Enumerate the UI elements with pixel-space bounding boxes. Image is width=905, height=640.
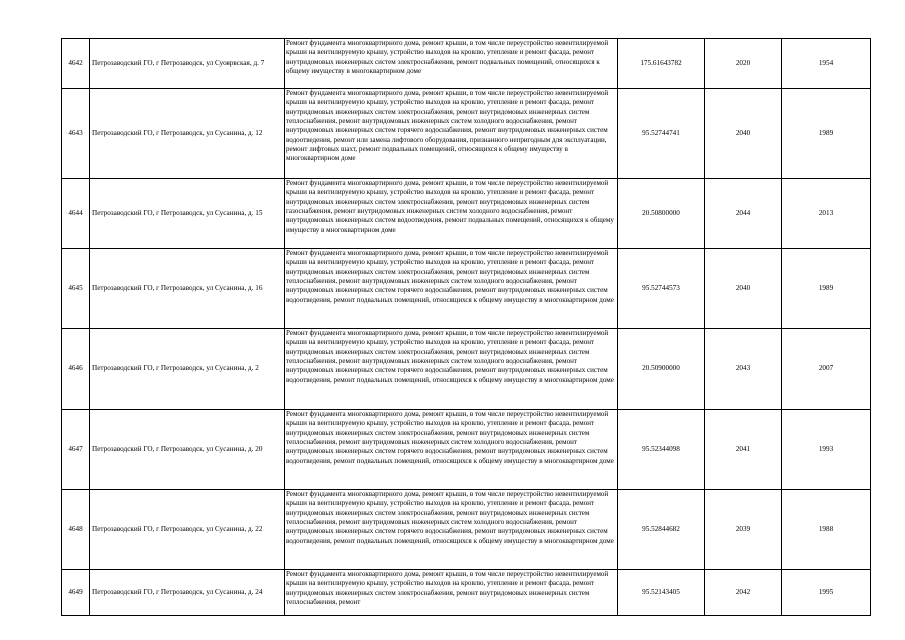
row-cost: 95.52744573 — [618, 249, 705, 329]
row-works — [285, 329, 618, 410]
row-built-year: 1995 — [782, 570, 871, 616]
row-planned-year: 2043 — [705, 329, 782, 410]
row-address: Петрозаводский ГО, г Петрозаводск, ул Сусанина, д. 2 — [90, 329, 285, 410]
row-works — [285, 89, 618, 179]
row-number: 4646 — [62, 329, 90, 410]
row-cost: 95.52143405 — [618, 570, 705, 616]
row-cost: 95.52744741 — [618, 89, 705, 179]
row-works — [285, 570, 618, 616]
row-built-year: 1988 — [782, 490, 871, 570]
table-row — [62, 570, 871, 616]
table-row — [62, 39, 871, 89]
row-works — [285, 490, 618, 570]
table-row — [62, 490, 871, 570]
table-row — [62, 329, 871, 410]
row-address: Петрозаводский ГО, г Петрозаводск, ул Сусанина, д. 22 — [90, 490, 285, 570]
row-cost: 20.50800000 — [618, 179, 705, 249]
row-works-text: Ремонт фундамента многоквартирного дома, ремонт крыши, в том числе переустройство невентилируемой крыши на вентилируемую крышу, устройство выходов на кровлю, утепление и ремонт фасада, ремонт внутридомовых инженерных систем электроснабжения, ремонт внутридомовых инженерных систем теплоснабжения, ремонт внутридомовых инженерных систем холодного водоснабжения, ремонт внутридомовых инженерных систем горячего водоснабжения, ремонт внутридомовых инженерных систем водоотведения, ремонт или замена лифтового оборудования, признанного непригодным для эксплуатации, ремонт лифтовых шахт, ремонт подвальных помещений, относящихся к общему имуществу в многоквартирном доме — [286, 89, 609, 163]
row-planned-year: 2020 — [705, 39, 782, 89]
row-works-text: Ремонт фундамента многоквартирного дома, ремонт крыши, в том числе переустройство невентилируемой крыши на вентилируемую крышу, устройство выходов на кровлю, утепление и ремонт фасада, ремонт внутридомовых инженерных систем электроснабжения, ремонт внутридомовых инженерных систем теплоснабжения, ремонт — [286, 570, 609, 607]
capital-repair-table — [61, 38, 871, 616]
row-number: 4648 — [62, 490, 90, 570]
row-number: 4644 — [62, 179, 90, 249]
row-number: 4642 — [62, 39, 90, 89]
row-address: Петрозаводский ГО, г Петрозаводск, ул Сусанина, д. 12 — [90, 89, 285, 179]
row-works — [285, 179, 618, 249]
row-works-text: Ремонт фундамента многоквартирного дома, ремонт крыши, в том числе переустройство невентилируемой крыши на вентилируемую крышу, устройство выходов на кровлю, утепление и ремонт фасада, ремонт внутридомовых инженерных систем электроснабжения, ремонт внутридомовых инженерных систем газоснабжения, ремонт внутридомовых инженерных систем холодного водоснабжения, ремонт внутридомовых инженерных систем водоотведения, ремонт подвальных помещений, относящихся к общему имуществу в многоквартирном доме — [286, 179, 614, 234]
row-planned-year: 2040 — [705, 89, 782, 179]
row-planned-year: 2040 — [705, 249, 782, 329]
row-address: Петрозаводский ГО, г Петрозаводск, ул Суоярвская, д. 7 — [90, 39, 285, 89]
row-number: 4647 — [62, 410, 90, 490]
row-planned-year: 2039 — [705, 490, 782, 570]
row-works — [285, 39, 618, 89]
table-row — [62, 410, 871, 490]
row-address: Петрозаводский ГО, г Петрозаводск, ул Сусанина, д. 20 — [90, 410, 285, 490]
row-works-text: Ремонт фундамента многоквартирного дома, ремонт крыши, в том числе переустройство невентилируемой крыши на вентилируемую крышу, устройство выходов на кровлю, утепление и ремонт фасада, ремонт внутридомовых инженерных систем электроснабжения, ремонт внутридомовых инженерных систем теплоснабжения, ремонт внутридомовых инженерных систем холодного водоснабжения, ремонт внутридомовых инженерных систем горячего водоснабжения, ремонт внутридомовых инженерных систем водоотведения, ремонт подвальных помещений, относящихся к общему имуществу в многоквартирном доме — [286, 490, 614, 545]
row-number: 4649 — [62, 570, 90, 616]
row-number: 4643 — [62, 89, 90, 179]
row-built-year: 2013 — [782, 179, 871, 249]
row-built-year: 1954 — [782, 39, 871, 89]
row-built-year: 2007 — [782, 329, 871, 410]
row-built-year: 1989 — [782, 249, 871, 329]
row-works-text: Ремонт фундамента многоквартирного дома, ремонт крыши, в том числе переустройство невентилируемой крыши на вентилируемую крышу, устройство выходов на кровлю, утепление и ремонт фасада, ремонт внутридомовых инженерных систем электроснабжения, ремонт внутридомовых инженерных систем теплоснабжения, ремонт внутридомовых инженерных систем холодного водоснабжения, ремонт внутридомовых инженерных систем горячего водоснабжения, ремонт внутридомовых инженерных систем водоотведения, ремонт подвальных помещений, относящихся к общему имуществу в многоквартирном доме — [286, 249, 614, 304]
row-address: Петрозаводский ГО, г Петрозаводск, ул Сусанина, д. 16 — [90, 249, 285, 329]
row-number: 4645 — [62, 249, 90, 329]
table-row — [62, 89, 871, 179]
row-works — [285, 410, 618, 490]
row-works-text: Ремонт фундамента многоквартирного дома, ремонт крыши, в том числе переустройство невентилируемой крыши на вентилируемую крышу, устройство выходов на кровлю, утепление и ремонт фасада, ремонт внутридомовых инженерных систем электроснабжения, ремонт подвальных помещений, относящихся к общему имуществу в многоквартирном доме — [286, 39, 609, 76]
row-address: Петрозаводский ГО, г Петрозаводск, ул Сусанина, д. 24 — [90, 570, 285, 616]
row-planned-year: 2044 — [705, 179, 782, 249]
row-planned-year: 2042 — [705, 570, 782, 616]
table-row — [62, 179, 871, 249]
row-works-text: Ремонт фундамента многоквартирного дома, ремонт крыши, в том числе переустройство невентилируемой крыши на вентилируемую крышу, устройство выходов на кровлю, утепление и ремонт фасада, ремонт внутридомовых инженерных систем электроснабжения, ремонт внутридомовых инженерных систем теплоснабжения, ремонт внутридомовых инженерных систем холодного водоснабжения, ремонт внутридомовых инженерных систем горячего водоснабжения, ремонт внутридомовых инженерных систем водоотведения, ремонт подвальных помещений, относящихся к общему имуществу в многоквартирном доме — [286, 410, 614, 465]
row-cost: 95.52344098 — [618, 410, 705, 490]
row-works — [285, 249, 618, 329]
row-address: Петрозаводский ГО, г Петрозаводск, ул Сусанина, д. 15 — [90, 179, 285, 249]
table-row — [62, 249, 871, 329]
row-cost: 20.50900000 — [618, 329, 705, 410]
row-cost: 95.52844682 — [618, 490, 705, 570]
row-built-year: 1989 — [782, 89, 871, 179]
row-built-year: 1993 — [782, 410, 871, 490]
row-cost: 175.61643782 — [618, 39, 705, 89]
row-works-text: Ремонт фундамента многоквартирного дома, ремонт крыши, в том числе переустройство невентилируемой крыши на вентилируемую крышу, устройство выходов на кровлю, утепление и ремонт фасада, ремонт внутридомовых инженерных систем электроснабжения, ремонт внутридомовых инженерных систем теплоснабжения, ремонт внутридомовых инженерных систем холодного водоснабжения, ремонт внутридомовых инженерных систем горячего водоснабжения, ремонт внутридомовых инженерных систем водоотведения, ремонт подвальных помещений, относящихся к общему имуществу в многоквартирном доме — [286, 329, 614, 384]
row-planned-year: 2041 — [705, 410, 782, 490]
table-body — [62, 39, 871, 616]
